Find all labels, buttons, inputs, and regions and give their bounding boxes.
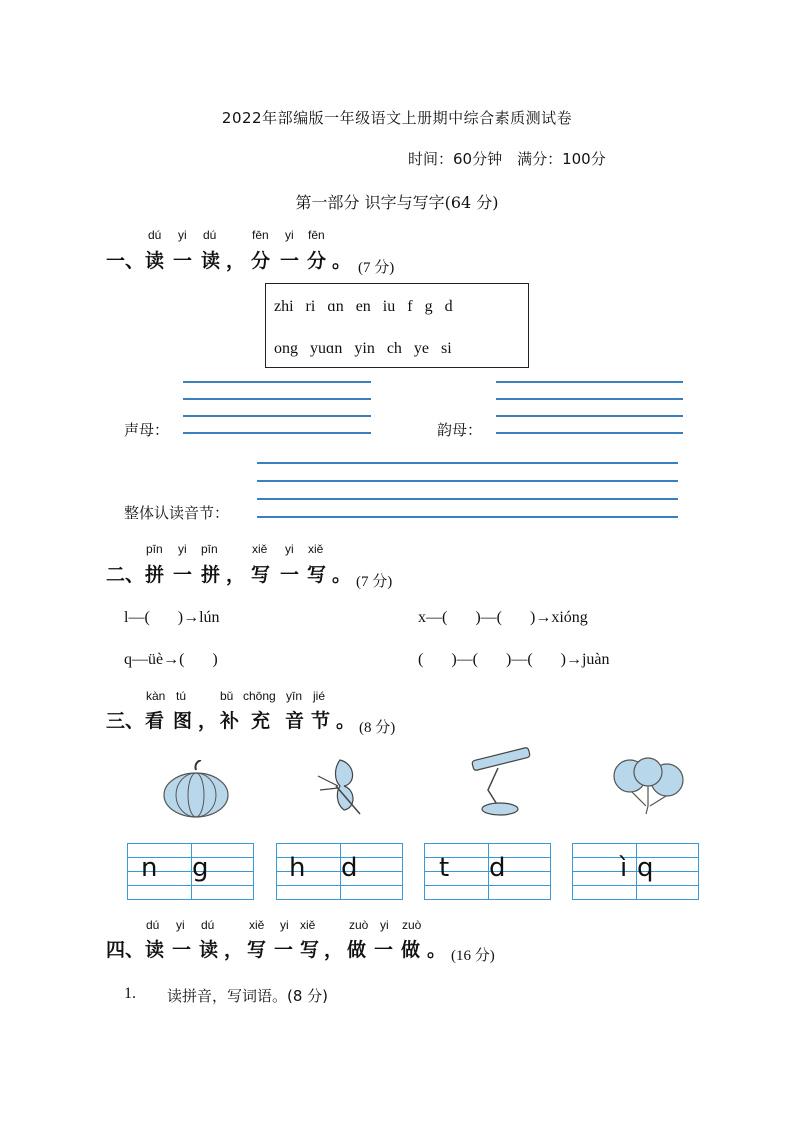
question-char: ， [324, 939, 344, 961]
writing-line[interactable] [257, 516, 678, 518]
grid-letter: q [637, 853, 654, 883]
question-char: 音 [285, 710, 305, 732]
writing-line[interactable] [257, 498, 678, 500]
question-char: 。 [336, 710, 356, 732]
question-char: 做 [347, 939, 367, 961]
question-char: 做 [401, 939, 421, 961]
pinyin: yi [380, 918, 389, 932]
question-char: 写 [247, 939, 267, 961]
writing-line[interactable] [257, 462, 678, 464]
question-char: 节 [311, 710, 331, 732]
pinyin: dú [148, 228, 162, 242]
question-char: 。 [427, 939, 447, 961]
question-char: 一 [173, 250, 193, 272]
writing-line[interactable] [183, 415, 371, 417]
pinyin: fēn [308, 228, 325, 242]
question-number: 一、 [106, 250, 145, 272]
question-char: 图 [173, 710, 193, 732]
question-char: ， [226, 564, 246, 586]
pinyin: yi [285, 542, 294, 556]
question-char: 一 [280, 250, 300, 272]
pinyin-exercise: ( )—( )—( )→juàn [418, 651, 610, 668]
question-char: 看 [145, 710, 165, 732]
pinyin-writing-grid[interactable] [572, 843, 699, 900]
part-heading: 第一部分 识字与写字(64 分) [295, 193, 499, 212]
pinyin-writing-grid[interactable] [424, 843, 551, 900]
pinyin-exercise: x—( )—( )→xióng [418, 609, 588, 626]
writing-line[interactable] [183, 432, 371, 434]
balloons-image [610, 756, 688, 816]
pinyin: dú [201, 918, 215, 932]
pinyin: xiě [249, 918, 265, 932]
question-char: 一 [280, 564, 300, 586]
grid-letter: d [341, 853, 358, 883]
desk-lamp-image [468, 746, 534, 818]
question-char: 读 [199, 939, 219, 961]
pinyin: pīn [201, 542, 218, 556]
pinyin: kàn [146, 689, 166, 703]
question-char: 写 [251, 564, 271, 586]
question-char: 拼 [145, 564, 165, 586]
writing-line[interactable] [496, 415, 683, 417]
question-char: 写 [307, 564, 327, 586]
pinyin: xiě [308, 542, 324, 556]
grid-letter: n [141, 853, 158, 883]
pinyin-exercise: q—üè→( ) [124, 651, 218, 668]
grid-letter: h [289, 853, 306, 883]
question-char: ， [226, 250, 246, 272]
exam-meta: 时间：60分钟 满分：100分 [408, 150, 606, 168]
question-char: 补 [220, 710, 240, 732]
writing-line[interactable] [496, 398, 683, 400]
question-score: (8 分) [359, 720, 396, 736]
pinyin: yi [178, 542, 187, 556]
writing-line[interactable] [496, 432, 683, 434]
pinyin-writing-grid[interactable] [127, 843, 254, 900]
question-score: (16 分) [451, 948, 495, 964]
writing-line[interactable] [183, 381, 371, 383]
question-char: 读 [145, 939, 165, 961]
sub-question-text: 读拼音，写词语。(8 分) [167, 987, 329, 1005]
pinyin: dú [203, 228, 217, 242]
pinyin: yi [280, 918, 289, 932]
question-score: (7 分) [358, 260, 395, 276]
pinyin-writing-grid[interactable] [276, 843, 403, 900]
pinyin: dú [146, 918, 160, 932]
question-char: ， [224, 939, 244, 961]
pinyin: bǔ [220, 689, 234, 703]
grid-letter: ì [620, 853, 628, 883]
pinyin-row: zhi ri ɑn en iu f g d [274, 298, 453, 315]
zhengti-label: 整体认读音节： [124, 504, 230, 522]
pinyin-box [265, 283, 529, 368]
question-char: 。 [332, 564, 352, 586]
sub-question-number: 1. [124, 985, 136, 1002]
pinyin-exercise: l—( )→lún [124, 609, 220, 626]
pinyin: zuò [402, 918, 422, 932]
writing-line[interactable] [183, 398, 371, 400]
shengmu-label: 声母： [124, 421, 170, 439]
pinyin: yi [178, 228, 187, 242]
question-number: 二、 [106, 564, 145, 586]
question-char: 一 [172, 939, 192, 961]
question-char: 充 [251, 710, 271, 732]
question-score: (7 分) [356, 574, 393, 590]
question-char: 写 [300, 939, 320, 961]
pinyin: yi [176, 918, 185, 932]
question-char: 分 [251, 250, 271, 272]
question-char: 一 [173, 564, 193, 586]
yunmu-label: 韵母： [437, 421, 483, 439]
pinyin: tú [176, 689, 187, 703]
pinyin-row: ong yuɑn yin ch ye si [274, 340, 452, 357]
pinyin: yīn [286, 689, 303, 703]
question-number: 三、 [106, 710, 145, 732]
pumpkin-image [160, 760, 232, 820]
pinyin: fēn [252, 228, 269, 242]
butterfly-image [316, 756, 366, 818]
question-char: 一 [374, 939, 394, 961]
question-char: 读 [145, 250, 165, 272]
writing-line[interactable] [496, 381, 683, 383]
question-char: 。 [332, 250, 352, 272]
pinyin: xiě [252, 542, 268, 556]
grid-letter: t [439, 853, 450, 883]
question-char: 读 [201, 250, 221, 272]
pinyin: jié [313, 689, 326, 703]
writing-line[interactable] [257, 480, 678, 482]
question-char: ， [198, 710, 218, 732]
pinyin: pīn [146, 542, 163, 556]
grid-letter: g [192, 853, 209, 883]
question-number: 四、 [106, 939, 145, 961]
pinyin: yi [285, 228, 294, 242]
question-char: 拼 [201, 564, 221, 586]
question-char: 一 [274, 939, 294, 961]
pinyin: zuò [349, 918, 369, 932]
grid-letter: d [489, 853, 506, 883]
document-title: 2022年部编版一年级语文上册期中综合素质测试卷 [221, 109, 573, 127]
question-char: 分 [307, 250, 327, 272]
pinyin: chōng [243, 689, 276, 703]
pinyin: xiě [300, 918, 316, 932]
